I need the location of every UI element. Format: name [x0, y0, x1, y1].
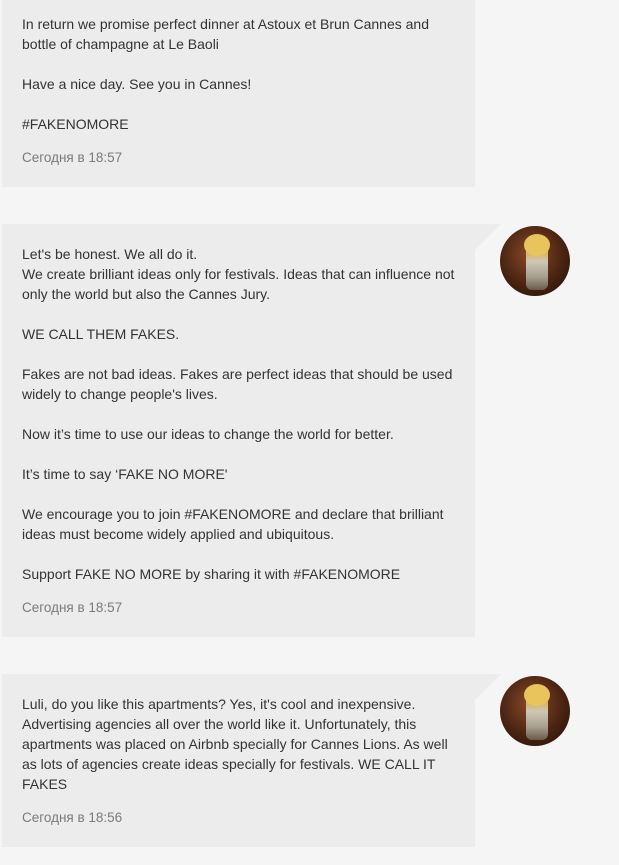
user-avatar[interactable]: [500, 676, 570, 746]
message-timestamp: Сегодня в 18:57: [22, 150, 123, 165]
message-bubble: [2, 0, 475, 187]
message-text: Luli, do you like this apartments? Yes, it's cool and inexpensive. Advertising agencies all over the world like it. Unfortunately, this apartments was placed on Airbnb specially for Cannes Lions. As well as lots of agencies create ideas specially for festivals. WE CALL IT FAKES: [22, 696, 448, 792]
message-bubble: [2, 224, 475, 637]
avatar-photo-hair: [524, 684, 550, 706]
avatar-photo-hair: [524, 234, 550, 256]
message-timestamp: Сегодня в 18:57: [22, 600, 123, 615]
message-bubble: [2, 674, 475, 847]
user-avatar[interactable]: [500, 226, 570, 296]
message-text: In return we promise perfect dinner at Astoux et Brun Cannes and bottle of champagne at Le Baoli Have a nice day. See you in Cannes! #FAKENOMORE: [22, 16, 430, 132]
bubble-tail: [475, 224, 501, 250]
bubble-tail: [475, 674, 501, 700]
message-timestamp: Сегодня в 18:56: [22, 810, 123, 825]
message-text: Let's be honest. We all do it. We create brilliant ideas only for festivals. Ideas that can influence not only the world but also the Cannes Jury. WE CALL THEM FAKES. Fakes are not bad ideas. Fakes are perfect ideas that should be used widely to change people's lives. Now it’s time to use our ideas to change the world for better. It’s time to say ‘FAKE NO MORE' We encourage you to join #FAKENOMORE and declare that brilliant ideas must become widely applied and ubiquitous. Support FAKE NO MORE by sharing it with #FAKENOMORE: [22, 246, 455, 582]
